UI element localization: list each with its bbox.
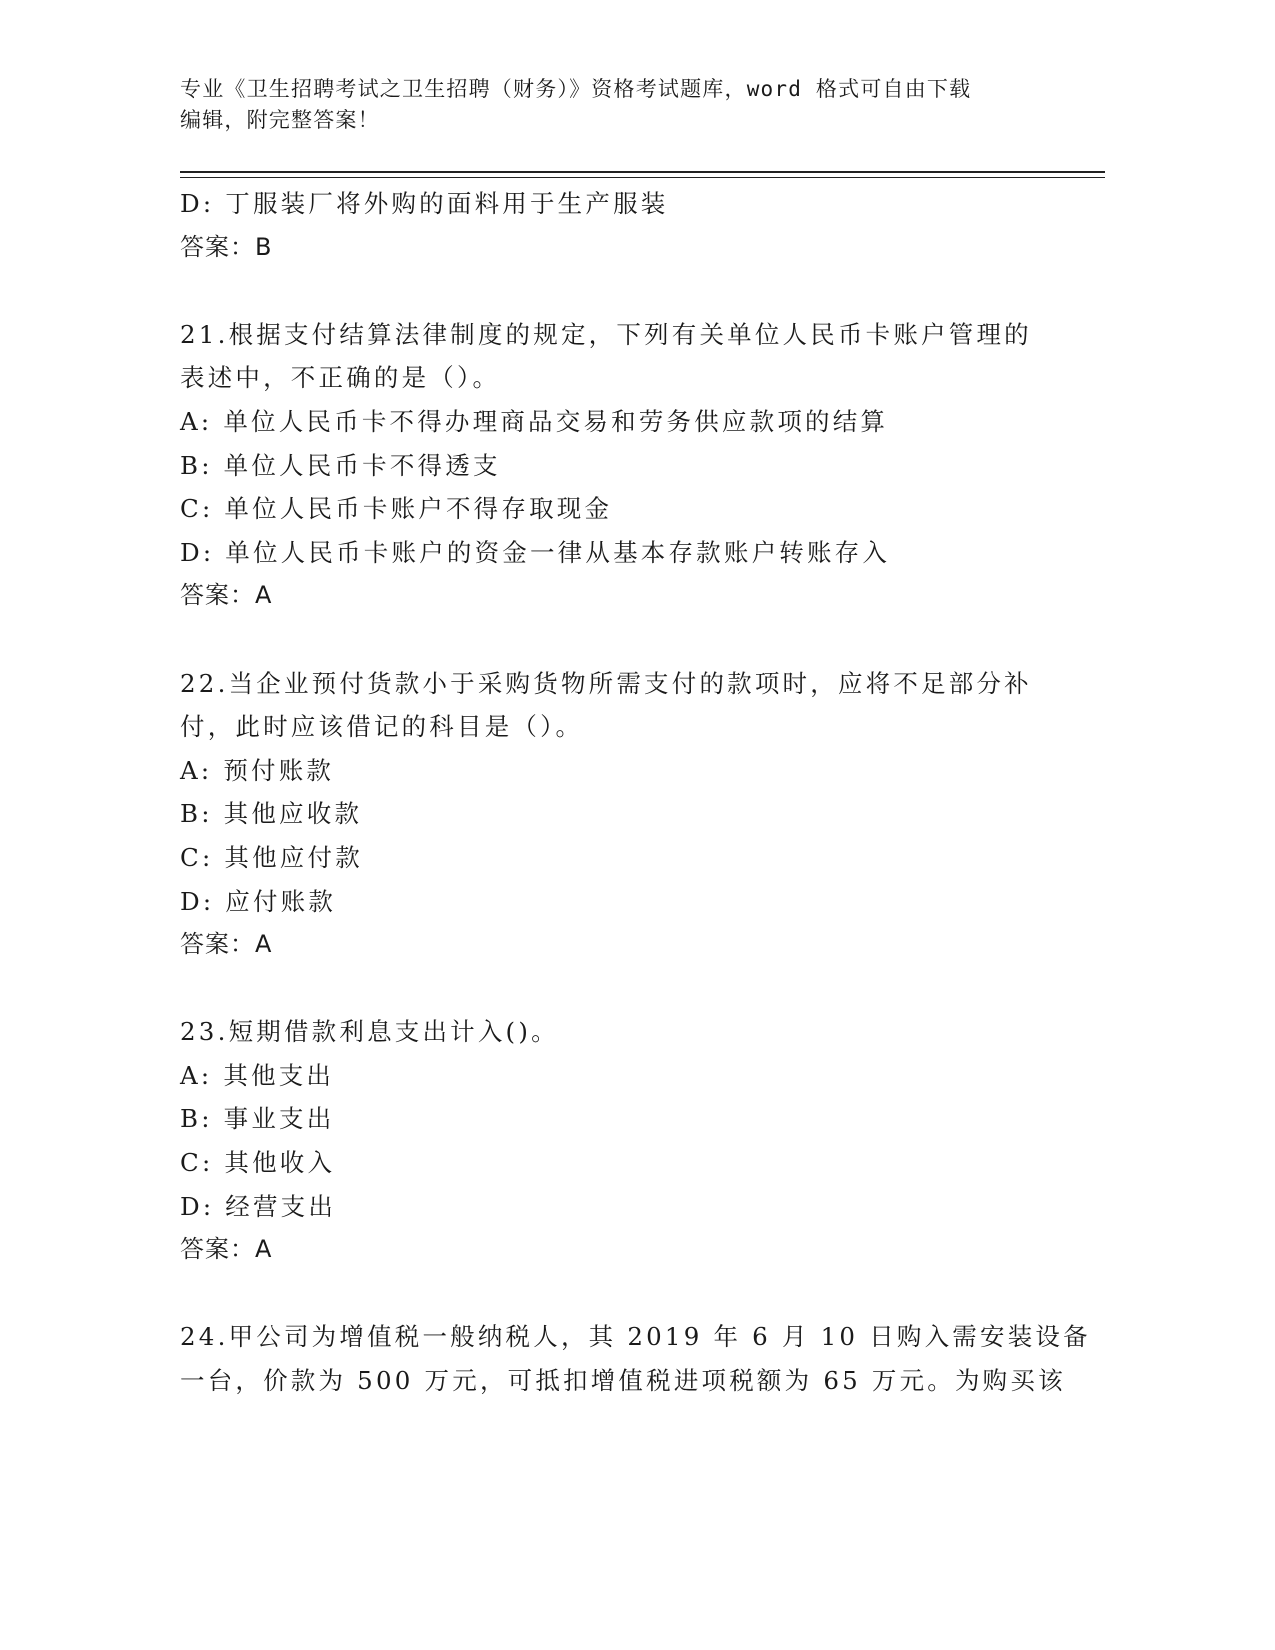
question-22 — [180, 662, 1030, 967]
option-a: A: 单位人民币卡不得办理商品交易和劳务供应款项的结算 — [180, 406, 889, 436]
option-b: B: 事业支出 — [180, 1104, 335, 1134]
question-stem: 23.短期借款利息支出计入()。 — [180, 1017, 559, 1047]
answer: 答案：A — [180, 930, 273, 959]
question-stem: 24.甲公司为增值税一般纳税人，其 2019 年 6 月 10 日购入需安装设备 — [180, 1322, 1091, 1352]
spacer — [180, 269, 1030, 313]
header-divider-thick — [180, 171, 1105, 173]
answer: 答案：A — [180, 1235, 273, 1264]
question-stem-continued: 表述中，不正确的是（）。 — [180, 363, 501, 393]
header-divider-thin — [180, 177, 1105, 178]
option-a: A: 预付账款 — [180, 755, 335, 785]
option-b: B: 其他应收款 — [180, 799, 363, 829]
option-d: D: 应付账款 — [180, 886, 337, 916]
question-20-tail — [180, 182, 1030, 269]
spacer — [180, 967, 1030, 1011]
answer: 答案：A — [180, 581, 273, 610]
option-d: D: 经营支出 — [180, 1191, 337, 1221]
question-list — [180, 182, 1091, 1403]
question-stem: 22.当企业预付货款小于采购货物所需支付的款项时，应将不足部分补 — [180, 668, 1032, 698]
question-stem-continued: 付，此时应该借记的科目是（）。 — [180, 712, 584, 742]
option-d: D: 丁服装厂将外购的面料用于生产服装 — [180, 189, 669, 218]
question-21 — [180, 313, 1030, 618]
question-stem-continued: 一台，价款为 500 万元，可抵扣增值税进项税额为 65 万元。为购买该 — [180, 1366, 1066, 1396]
spacer — [180, 618, 1030, 662]
header-line-2: 编辑，附完整答案！ — [180, 108, 380, 132]
option-d: D: 单位人民币卡账户的资金一律从基本存款账户转账存入 — [180, 537, 891, 567]
question-24 — [180, 1315, 1091, 1402]
option-c: C: 其他应付款 — [180, 842, 363, 872]
question-stem: 21.根据支付结算法律制度的规定，下列有关单位人民币卡账户管理的 — [180, 319, 1032, 349]
option-b: B: 单位人民币卡不得透支 — [180, 450, 501, 480]
spacer — [180, 1272, 1030, 1316]
answer: 答案：B — [180, 232, 273, 261]
question-23 — [180, 1010, 1030, 1272]
option-a: A: 其他支出 — [180, 1060, 335, 1090]
option-c: C: 单位人民币卡账户不得存取现金 — [180, 494, 613, 524]
document-header — [180, 74, 1080, 136]
header-line-1: 专业《卫生招聘考试之卫生招聘（财务）》资格考试题库，word 格式可自由下载 — [180, 77, 972, 101]
option-c: C: 其他收入 — [180, 1148, 336, 1178]
